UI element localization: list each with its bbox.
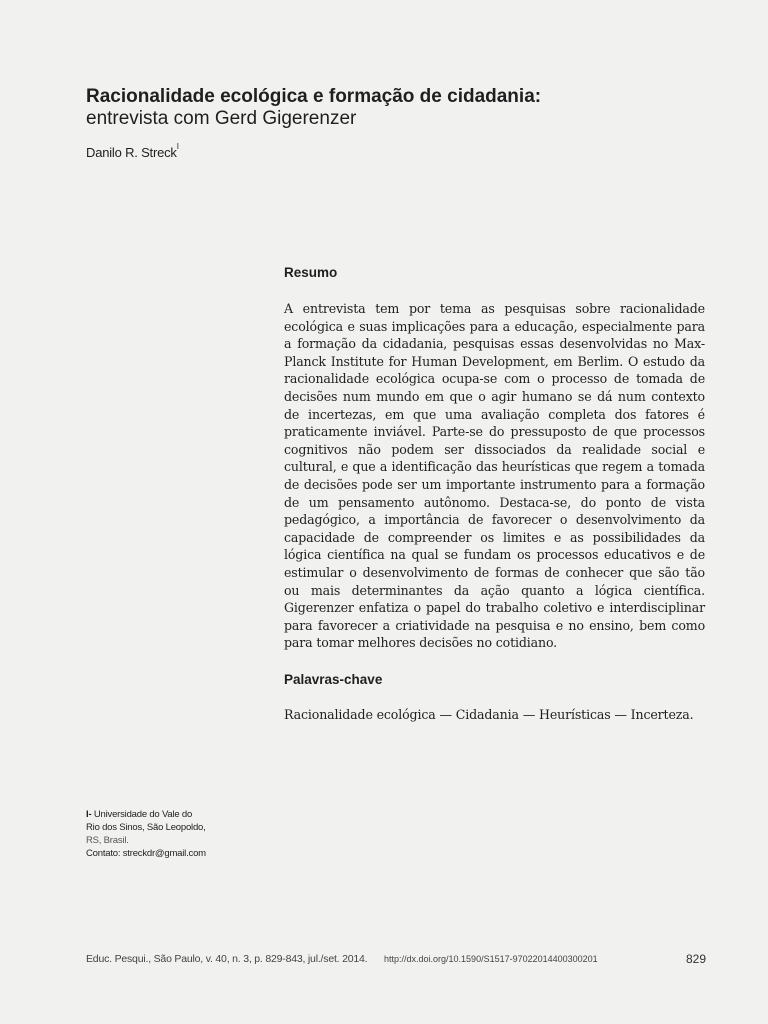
author-name: Danilo R. Streck bbox=[86, 145, 177, 160]
title-main: Racionalidade ecológica e formação de cidadania: bbox=[86, 86, 542, 107]
affiliation-line2: Rio dos Sinos, São Leopoldo, bbox=[86, 822, 206, 833]
abstract-text: A entrevista tem por tema as pesquisas sobre racionalidade ecológica e suas implicações para a educação, especialmente para a formação da cidadania, pesquisas essas desenvolvidas no Max-Planck Institute for Human Development, em Berlim. O estudo da racionalidade ecológica ocupa-se com o processo de tomada de decisões num mundo em que o agir humano se dá num contexto de incertezas, em que uma avaliação completa dos fatores é praticamente inviável. Parte-se do pressuposto de que processos cognitivos não podem ser dissociados da realidade social e cultural, e que a identificação das heurísticas que regem a tomada de decisões pode ser um importante instrumento para a formação de um pensamento autônomo. Destaca-se, do ponto de vista pedagógico, a importância de favorecer o desenvolvimento da capacidade de compreender os limites e as possibilidades da lógica científica na qual se fundam os processos educativos e de estimular o desenvolvimento de formas de conhecer que são tão ou mais determinantes da ação quanto a lógica científica. Gigerenzer enfatiza o papel do trabalho coletivo e interdisciplinar para favorecer a criatividade na pesquisa e no ensino, bem como para tomar melhores decisões no cotidiano. bbox=[284, 301, 705, 651]
affiliation-line1: Universidade do Vale do bbox=[93, 809, 193, 820]
affiliation-contact: Contato: streckdr@gmail.com bbox=[86, 848, 206, 859]
affiliation-line3: RS, Brasil. bbox=[86, 835, 129, 846]
author-line bbox=[86, 142, 179, 160]
page-number: 829 bbox=[685, 952, 706, 966]
footer-doi-link[interactable]: http://dx.doi.org/10.1590/S1517-97022014400300201 bbox=[384, 954, 598, 964]
footer-citation: Educ. Pesqui., São Paulo, v. 40, n. 3, p. 829-843, jul./set. 2014. bbox=[86, 953, 368, 965]
keywords-heading: Palavras-chave bbox=[284, 672, 383, 687]
affiliation-note bbox=[86, 808, 216, 860]
author-affiliation-mark: I bbox=[176, 142, 179, 151]
article-title bbox=[86, 86, 706, 130]
affiliation-mark: I- bbox=[86, 809, 92, 820]
title-subtitle: entrevista com Gerd Gigerenzer bbox=[86, 108, 357, 129]
keywords-text: Racionalidade ecológica — Cidadania — Heurísticas — Incerteza. bbox=[284, 707, 694, 722]
abstract-heading: Resumo bbox=[284, 265, 338, 280]
